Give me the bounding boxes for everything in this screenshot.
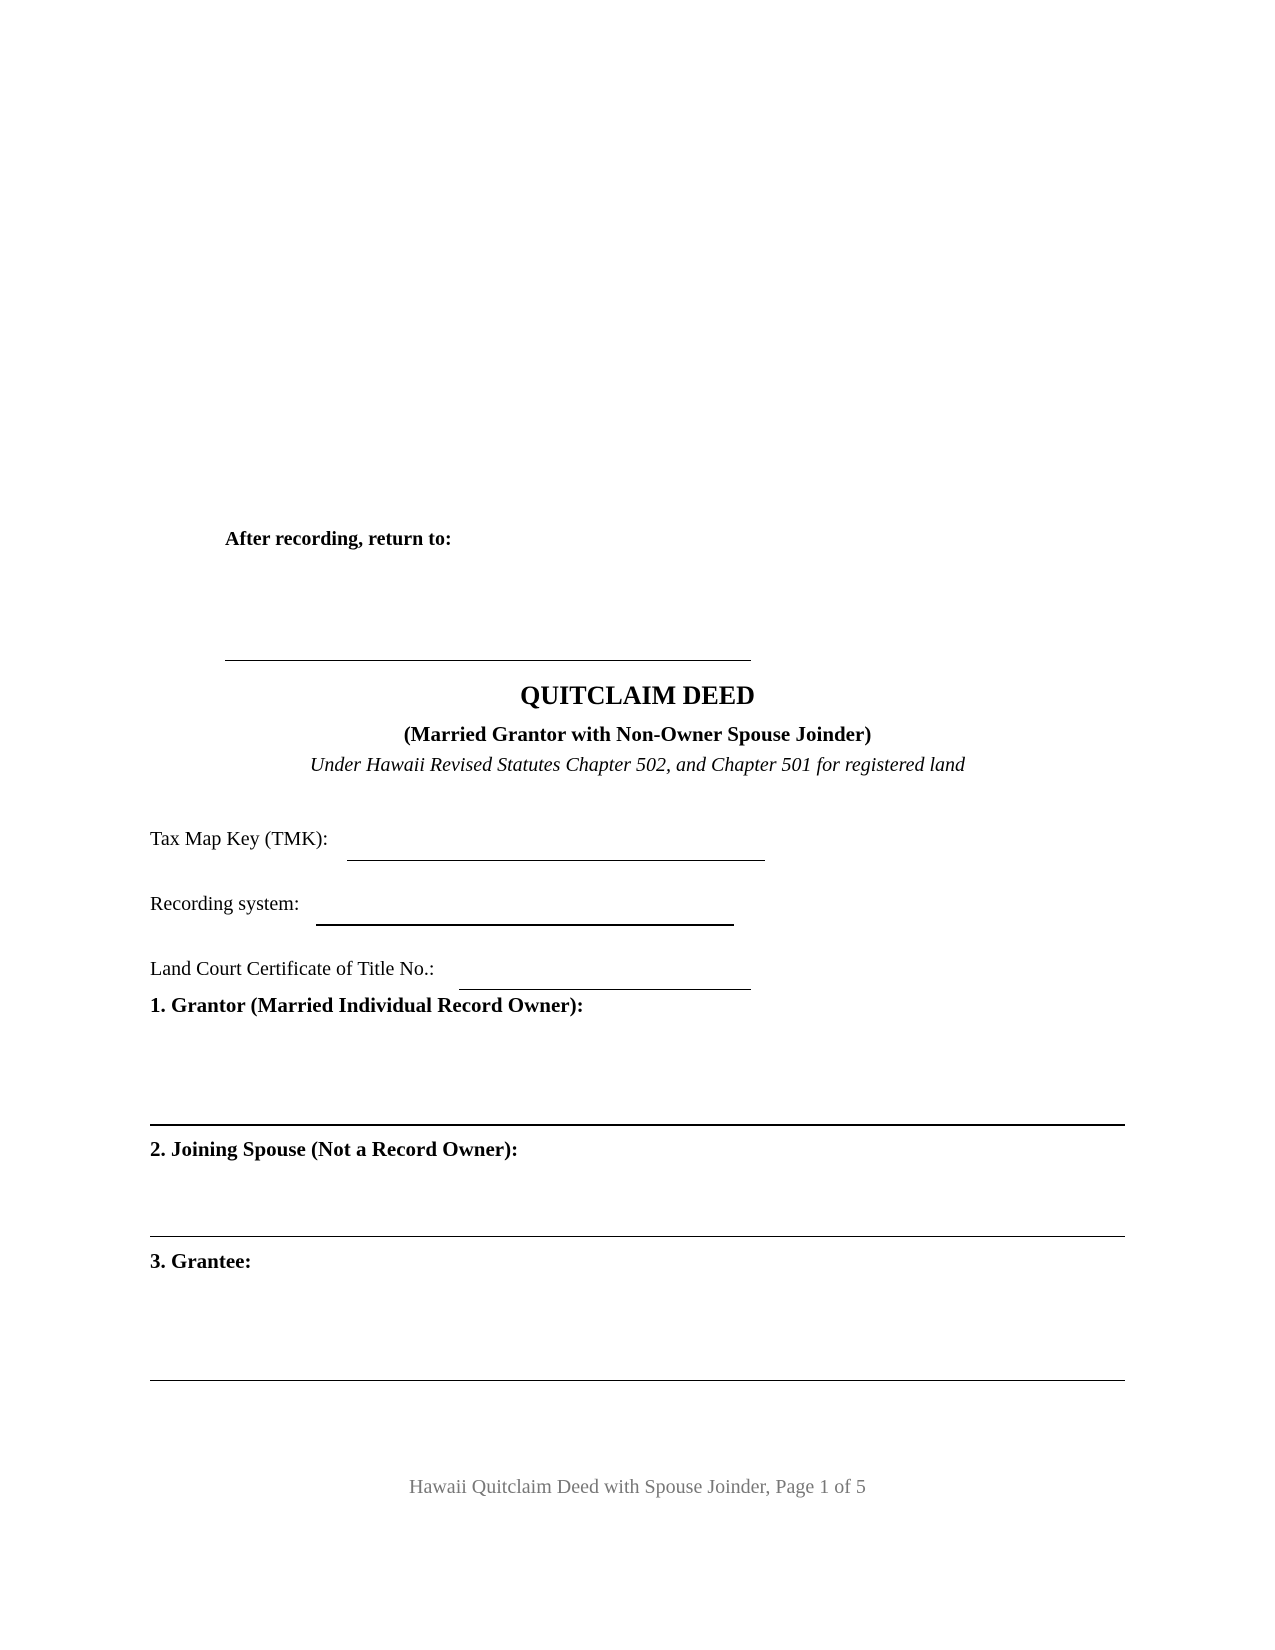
recording-system-field[interactable] [316, 924, 734, 926]
grantee-line[interactable] [150, 1380, 1125, 1381]
document-title: QUITCLAIM DEED [520, 681, 755, 710]
return-to-label: After recording, return to: [225, 528, 452, 550]
statute-reference: Under Hawaii Revised Statutes Chapter 502, and Chapter 501 for registered land [309, 754, 966, 776]
tmk-field[interactable] [347, 860, 765, 861]
tmk-label: Tax Map Key (TMK): [150, 828, 328, 850]
joining-spouse-heading: 2. Joining Spouse (Not a Record Owner): [150, 1137, 519, 1161]
page-footer: Hawaii Quitclaim Deed with Spouse Joinder, Page 1 of 5 [409, 1476, 866, 1498]
return-address-line[interactable] [225, 660, 751, 661]
grantor-line[interactable] [150, 1124, 1125, 1126]
land-court-certificate-label: Land Court Certificate of Title No.: [150, 958, 435, 980]
recording-system-label: Recording system: [150, 893, 300, 915]
joining-spouse-line[interactable] [150, 1236, 1125, 1237]
grantor-heading: 1. Grantor (Married Individual Record Owner): [150, 993, 584, 1017]
document-subtitle: (Married Grantor with Non-Owner Spouse Joinder) [403, 722, 872, 746]
grantee-heading: 3. Grantee: [150, 1249, 252, 1273]
land-court-certificate-field[interactable] [459, 989, 751, 990]
